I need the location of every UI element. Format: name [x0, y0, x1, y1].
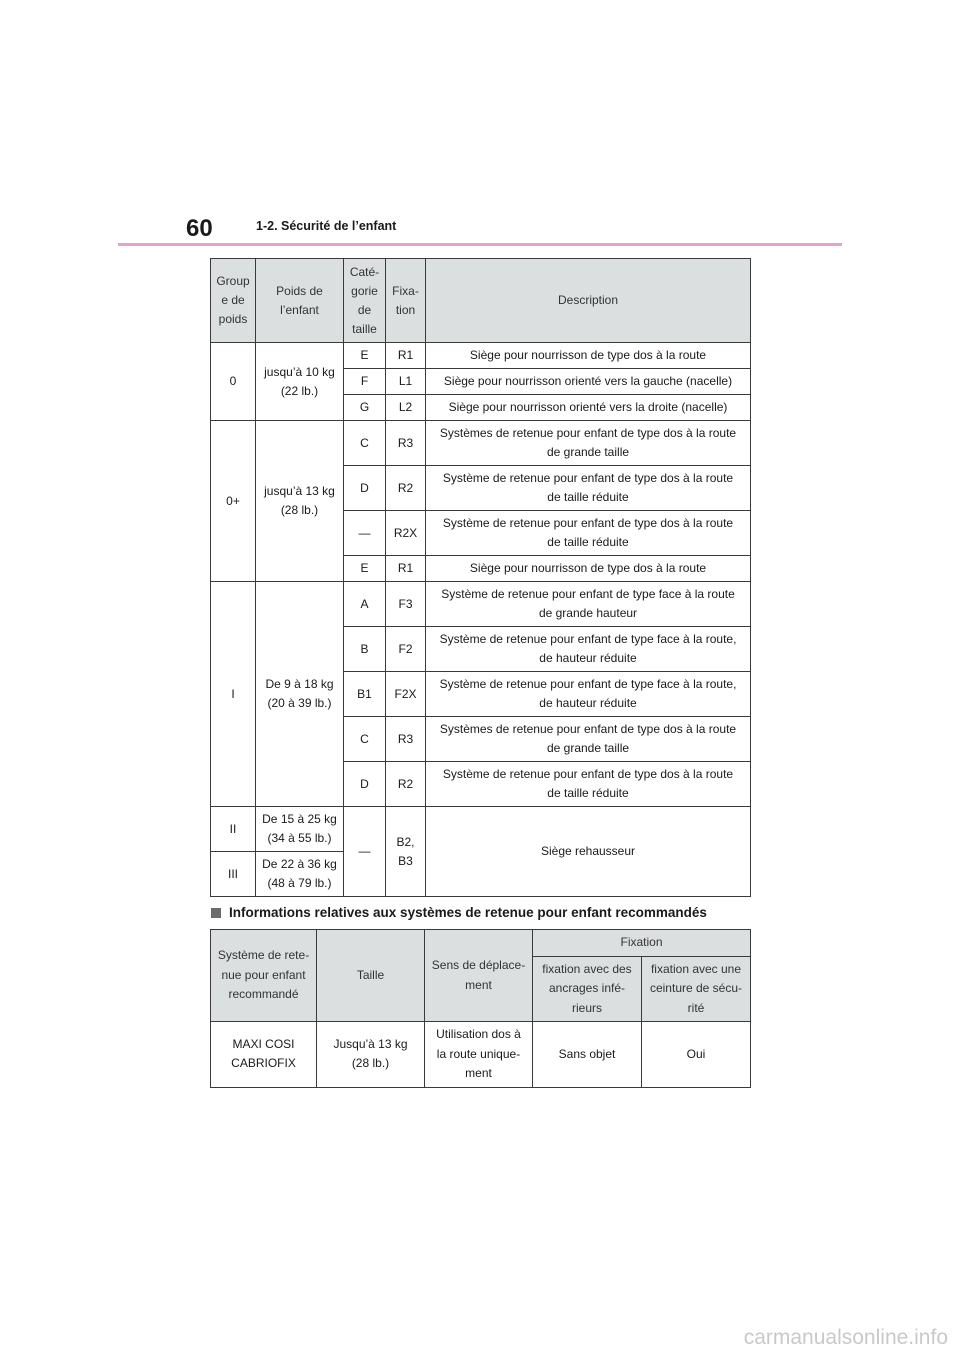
cell-category: A [344, 582, 386, 627]
cell-description: Siège pour nourrisson orienté vers la droite (nacelle) [426, 395, 751, 421]
cell-weight: jusqu’à 10 kg (22 lb.) [256, 343, 344, 421]
header-lower-anchors: fixation avec des ancrages infé- rieurs [533, 956, 642, 1022]
cell-category: F [344, 369, 386, 395]
cell-category: D [344, 762, 386, 807]
cell-weight: De 9 à 18 kg (20 à 39 lb.) [256, 582, 344, 807]
cell-group: 0 [211, 343, 256, 421]
table-header-row [211, 259, 751, 343]
weight-groups-table [210, 258, 751, 897]
cell-description: Siège pour nourrisson de type dos à la route [426, 343, 751, 369]
cell-description: Systèmes de retenue pour enfant de type dos à la route de grande taille [426, 421, 751, 466]
header-size: Taille [317, 930, 425, 1022]
cell-description: Siège pour nourrisson de type dos à la route [426, 556, 751, 582]
section-title: 1-2. Sécurité de l’enfant [256, 219, 397, 233]
cell-description: Systèmes de retenue pour enfant de type dos à la route de grande taille [426, 717, 751, 762]
cell-category: E [344, 556, 386, 582]
page-number: 60 [186, 215, 213, 242]
cell-category: E [344, 343, 386, 369]
cell-category: B [344, 627, 386, 672]
header-seat-belt: fixation avec une ceinture de sécu- rité [642, 956, 751, 1022]
cell-category: G [344, 395, 386, 421]
watermark-logo: carmanualsonline.info [743, 1326, 948, 1349]
header-direction: Sens de déplace- ment [425, 930, 533, 1022]
bullet-square-icon [211, 908, 221, 918]
cell-weight: jusqu’à 13 kg (28 lb.) [256, 421, 344, 582]
cell-fixation: R1 [386, 556, 426, 582]
table-row [211, 582, 751, 627]
cell-description: Système de retenue pour enfant de type dos à la route de taille réduite [426, 511, 751, 556]
cell-fixation: F3 [386, 582, 426, 627]
cell-fixation: R2X [386, 511, 426, 556]
header-description: Description [426, 259, 751, 343]
table-row [211, 807, 751, 852]
cell-fixation: R3 [386, 421, 426, 466]
cell-fixation: B2, B3 [386, 807, 426, 897]
header-fixation: Fixation [533, 930, 751, 957]
cell-size: Jusqu’à 13 kg (28 lb.) [317, 1022, 425, 1088]
cell-fixation: F2 [386, 627, 426, 672]
cell-fixation: R3 [386, 717, 426, 762]
cell-group: 0+ [211, 421, 256, 582]
cell-group: III [211, 852, 256, 897]
table-row [211, 1022, 751, 1088]
cell-category: B1 [344, 672, 386, 717]
cell-description: Système de retenue pour enfant de type dos à la route de taille réduite [426, 762, 751, 807]
cell-fixation: F2X [386, 672, 426, 717]
cell-fixation: L2 [386, 395, 426, 421]
header-child-weight: Poids de l’enfant [256, 259, 344, 343]
cell-weight: De 15 à 25 kg (34 à 55 lb.) [256, 807, 344, 852]
header-rule [118, 243, 842, 246]
cell-fixation: R1 [386, 343, 426, 369]
cell-group: II [211, 807, 256, 852]
recommended-systems-table [210, 929, 751, 1088]
recommended-heading-text: Informations relatives aux systèmes de retenue pour enfant recommandés [229, 905, 707, 920]
recommended-systems-heading [211, 905, 707, 920]
cell-direction: Utilisation dos à la route unique- ment [425, 1022, 533, 1088]
header-recommended-system: Système de rete- nue pour enfant recommandé [211, 930, 317, 1022]
cell-seat-belt: Oui [642, 1022, 751, 1088]
cell-category: — [344, 807, 386, 897]
table-header-row [211, 930, 751, 957]
header-size-category: Caté- gorie de taille [344, 259, 386, 343]
table-row [211, 343, 751, 369]
cell-description: Siège rehausseur [426, 807, 751, 897]
header-fixation: Fixa- tion [386, 259, 426, 343]
cell-category: C [344, 717, 386, 762]
cell-description: Siège pour nourrisson orienté vers la gauche (nacelle) [426, 369, 751, 395]
cell-fixation: L1 [386, 369, 426, 395]
cell-system: MAXI COSI CABRIOFIX [211, 1022, 317, 1088]
cell-category: D [344, 466, 386, 511]
table-row [211, 421, 751, 466]
cell-description: Système de retenue pour enfant de type face à la route, de hauteur réduite [426, 627, 751, 672]
cell-description: Système de retenue pour enfant de type dos à la route de taille réduite [426, 466, 751, 511]
cell-description: Système de retenue pour enfant de type face à la route, de hauteur réduite [426, 672, 751, 717]
cell-category: C [344, 421, 386, 466]
cell-lower-anchors: Sans objet [533, 1022, 642, 1088]
cell-category: — [344, 511, 386, 556]
cell-description: Système de retenue pour enfant de type face à la route de grande hauteur [426, 582, 751, 627]
cell-group: I [211, 582, 256, 807]
cell-weight: De 22 à 36 kg (48 à 79 lb.) [256, 852, 344, 897]
header-weight-group: Group e de poids [211, 259, 256, 343]
cell-fixation: R2 [386, 762, 426, 807]
cell-fixation: R2 [386, 466, 426, 511]
